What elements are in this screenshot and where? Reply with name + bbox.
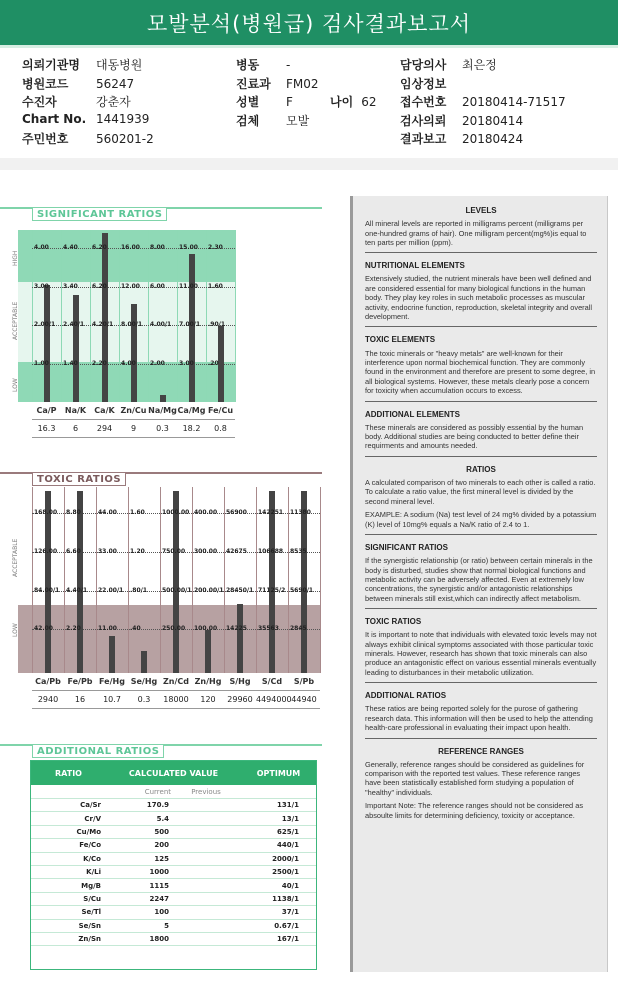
tick-label: .20 — [208, 360, 219, 367]
ratio-label: Zn/Cd — [162, 677, 189, 686]
tick-label: 2.20 — [92, 360, 107, 367]
ratio-value: 44940 — [291, 695, 317, 704]
ratio-bar — [131, 304, 137, 402]
tick-label: 126.00 — [34, 548, 58, 555]
col3-label: 담당의사 — [400, 58, 447, 72]
column-divider — [235, 230, 236, 402]
tick-label: 100.00 — [194, 625, 218, 632]
col2-value: - — [286, 58, 291, 72]
reference-ranges-heading: REFERENCE RANGES — [438, 746, 524, 756]
column-divider — [148, 230, 149, 402]
tick-label: 71125/2 — [258, 587, 286, 594]
ratio-bar — [102, 233, 108, 402]
tick-label: 750.00 — [162, 548, 186, 555]
col1-row — [22, 112, 222, 131]
column-divider — [160, 487, 161, 673]
col1-row — [22, 75, 222, 94]
tick-label: 42675 — [226, 548, 247, 555]
tick-label: 3.40 — [63, 283, 78, 290]
current-subheader: Current — [144, 787, 171, 796]
col3-label: 검사의뢰 — [400, 113, 447, 128]
ratio-label: S/Pb — [293, 677, 315, 686]
column-divider — [224, 487, 225, 673]
optimum-cell: 1138/1 — [272, 894, 299, 903]
current-cell: 170.9 — [146, 801, 169, 810]
current-cell: 1000 — [149, 868, 169, 877]
table-row — [31, 812, 316, 825]
ratio-bar — [160, 395, 166, 402]
label-separator — [32, 419, 235, 420]
significant-ratios-chart — [12, 230, 236, 433]
ratio-bar — [109, 636, 115, 673]
tick-label: 15.00 — [179, 244, 198, 251]
column-divider — [90, 230, 91, 402]
col3-value: 20180414 — [462, 113, 524, 128]
ratio-label: Ca/Pb — [35, 677, 61, 686]
ratio-value: 18.2 — [182, 424, 201, 433]
additional-ratios-title: ADDITIONAL RATIOS — [32, 745, 164, 758]
table-row — [31, 826, 316, 839]
col3-value: 최은정 — [462, 58, 497, 72]
col3-row — [400, 93, 610, 112]
ratio-label: Ca/Mg — [177, 406, 206, 415]
ratio-value: 10.7 — [103, 695, 121, 704]
tick-label: 168.00 — [34, 509, 58, 516]
ratio-label: Fe/Cu — [207, 406, 234, 415]
header-column-3 — [400, 56, 610, 149]
current-cell: 100 — [154, 908, 169, 917]
ratio-value: 0.3 — [156, 424, 169, 433]
column-divider — [128, 487, 129, 673]
tick-label: 11380 — [290, 509, 311, 516]
column-divider — [32, 230, 33, 402]
significant-ratios-heading: SIGNIFICANT RATIOS — [365, 542, 448, 552]
ratio-bar — [73, 295, 79, 402]
optimum-cell: 167/1 — [276, 935, 299, 944]
col1-label: 주민번호 — [22, 132, 69, 146]
tick-label: 2.00 — [150, 360, 165, 367]
tick-label: 250.00 — [162, 625, 186, 632]
col1-label: 병원코드 — [22, 76, 69, 91]
column-divider — [288, 487, 289, 673]
ratio-bar — [301, 491, 307, 673]
column-divider — [64, 487, 65, 673]
table-row — [31, 920, 316, 933]
significant-ratios-title: SIGNIFICANT RATIOS — [32, 208, 167, 221]
current-cell: 500 — [154, 827, 169, 836]
optimum-cell: 131/1 — [276, 801, 299, 810]
tick-label: 56900 — [226, 509, 247, 516]
tick-label: 8.00 — [150, 244, 165, 251]
divider — [365, 738, 597, 739]
col1-value: 1441939 — [96, 111, 150, 126]
optimum-cell: 13/1 — [281, 814, 299, 823]
tick-label: 1000.00 — [162, 509, 190, 516]
col3-row — [400, 130, 610, 149]
tick-label: 1.60 — [208, 283, 223, 290]
toxic-ratios-text: It is important to note that individuals with elevated toxic levels may not always exhibit clinical symptoms associated with those particular toxic minerals. However, research has shown that toxic minerals can also produce an antagonistic effect on various essential minerals eventually leading to disturbances in their metabolic utilization. — [365, 630, 597, 677]
table-row — [31, 933, 316, 946]
additional-ratios-table — [30, 760, 317, 970]
tick-label: 4.00/1 — [150, 321, 172, 328]
ratio-label: S/Hg — [229, 677, 251, 686]
calculated-value-header: CALCULATED VALUE — [128, 768, 219, 778]
significant-ratios-text: If the synergistic relationship (or ratio) between certain minerals in the body is disturbed, studies show that normal biological functions and metabolic activity can be adversely affected. Even at extremely low concentrations, the synergistic and/or antagonistic relationships between minerals still exist,which can indirectly affect metabolism. — [365, 556, 593, 603]
ratio-cell: K/Co — [83, 854, 101, 863]
low-zone-label: LOW — [12, 378, 19, 392]
ratio-column-header: RATIO — [55, 768, 82, 778]
acceptable-zone-label: ACCEPTABLE — [12, 538, 19, 577]
col2-value: 모발 — [286, 113, 310, 128]
tick-label: 22.00/1 — [98, 587, 124, 594]
col1-label: 의뢰기관명 — [22, 58, 80, 72]
current-cell: 200 — [154, 841, 169, 850]
levels-text: All mineral levels are reported in milligrams percent (milligrams per one-hundred grams of hair). One milligram percent(mg%)is equal to ten parts per million (ppm). — [365, 219, 587, 247]
ratio-value: 120 — [200, 695, 216, 704]
ratio-cell: Fe/Co — [79, 841, 101, 850]
additional-table-header — [31, 761, 316, 785]
nutritional-heading: NUTRITIONAL ELEMENTS — [365, 261, 465, 271]
value-separator — [32, 708, 320, 709]
col2-value: F — [286, 95, 293, 109]
col1-value: 대동병원 — [96, 58, 143, 72]
ratios-heading: RATIOS — [466, 464, 496, 474]
ratio-value: 29960 — [227, 695, 253, 704]
current-cell: 5 — [164, 921, 169, 930]
ratio-bar — [237, 604, 243, 673]
toxic-elements-heading: TOXIC ELEMENTS — [365, 335, 436, 345]
tick-label: 14225 — [226, 625, 247, 632]
col2-row — [236, 75, 386, 94]
tick-label: 6.60 — [66, 548, 81, 555]
ratio-label: Na/Mg — [148, 406, 177, 415]
age-field — [330, 93, 376, 110]
divider — [365, 456, 597, 457]
ratio-value: 16 — [74, 695, 86, 704]
optimum-header: OPTIMUM — [256, 768, 301, 778]
toxic-ratios-heading: TOXIC RATIOS — [365, 617, 422, 627]
col3-value: 20180414-71517 — [462, 95, 566, 109]
reference-ranges-text: Generally, reference ranges should be considered as guidelines for comparison with the reported test values. These reference ranges have been statistically established form studying a population of "healthy" individuals. — [365, 759, 585, 797]
col3-row — [400, 112, 610, 131]
col1-row — [22, 56, 222, 75]
tick-label: 4.40 — [63, 244, 78, 251]
col1-value: 560201-2 — [96, 132, 154, 146]
ratio-label: S/Cd — [261, 677, 283, 686]
col2-label: 검체 — [236, 113, 260, 128]
ratio-cell: Cu/Mo — [76, 827, 101, 836]
column-divider — [256, 487, 257, 673]
tick-label: 1.00 — [34, 360, 49, 367]
tick-label: 3.00 — [34, 283, 49, 290]
ratio-cell: Se/Sn — [78, 921, 101, 930]
tick-label: 11.00 — [179, 283, 198, 290]
ratio-label: Fe/Pb — [67, 677, 93, 686]
tick-label: 200.00/1 — [194, 587, 224, 594]
tick-label: 4.20/1 — [92, 321, 114, 328]
column-divider — [119, 230, 120, 402]
additional-elements-heading: ADDITIONAL ELEMENTS — [365, 409, 460, 419]
divider — [365, 326, 597, 327]
divider — [365, 608, 597, 609]
ratio-label: Zn/Cu — [120, 406, 147, 415]
column-divider — [320, 487, 321, 673]
previous-subheader: Previous — [191, 787, 221, 796]
tick-label: 1.60 — [130, 509, 145, 516]
ratio-bar — [44, 285, 50, 402]
ratio-label: Ca/K — [94, 406, 115, 415]
tick-label: 44.00 — [98, 509, 117, 516]
ratio-value: 0.8 — [214, 424, 227, 433]
ratio-label: Zn/Hg — [194, 677, 222, 686]
ratio-bar — [189, 254, 195, 402]
table-row — [31, 853, 316, 866]
tick-label: 1.40 — [63, 360, 78, 367]
additional-subheader — [31, 785, 316, 799]
label-separator — [32, 690, 320, 691]
ratio-bar — [77, 491, 83, 673]
divider — [365, 401, 597, 402]
col3-label: 결과보고 — [400, 132, 447, 146]
tick-label: 400.00 — [194, 509, 218, 516]
tick-label: .90/1 — [208, 321, 225, 328]
tick-label: 2.20 — [66, 625, 81, 632]
divider — [365, 534, 597, 535]
ratio-label: Se/Hg — [130, 677, 158, 686]
col1-value: 강춘자 — [96, 95, 131, 109]
ratio-value: 0.3 — [137, 695, 151, 704]
current-cell: 1800 — [149, 935, 169, 944]
ratio-cell: Cr/V — [84, 814, 101, 823]
column-divider — [61, 230, 62, 402]
ratio-value: 16.3 — [37, 424, 56, 433]
toxic-ratios-title: TOXIC RATIOS — [32, 473, 126, 486]
tick-label: 4.00 — [121, 360, 136, 367]
ratio-bar — [173, 491, 179, 673]
tick-label: 2845 — [290, 625, 307, 632]
ratio-value: 18000 — [163, 695, 189, 704]
col3-label: 임상정보 — [400, 76, 447, 91]
tick-label: .80/1 — [130, 587, 147, 594]
ratio-value: 6 — [72, 424, 79, 433]
col2-label: 성별 — [236, 95, 260, 109]
ratio-value: 2940 — [37, 695, 59, 704]
tick-label: 500.00/1 — [162, 587, 192, 594]
table-row — [31, 866, 316, 879]
ratio-label: Ca/P — [36, 406, 57, 415]
column-divider — [177, 230, 178, 402]
nutritional-text: Extensively studied, the nutrient minerals have been well defined and are considered essential for many biological functions in the human body. They play key roles in such metabolic processes as muscular activity, endocrine function, reproduction, skeletal integrity and overall development. — [365, 274, 593, 322]
age-label: 나이 — [330, 95, 354, 109]
tick-label: 8.80 — [66, 509, 81, 516]
tick-label: 4.40/1 — [66, 587, 88, 594]
ratios-text: A calculated comparison of two minerals to each other is called a ratio. To calculate a ratio value, the first mineral level is divided by the second mineral level. — [365, 478, 596, 506]
col3-value: 20180424 — [462, 132, 524, 146]
info-panel — [350, 196, 608, 972]
tick-label: 106688 — [258, 548, 284, 555]
column-divider — [206, 230, 207, 402]
ratio-cell: Ca/Sr — [80, 801, 101, 810]
col2-row — [236, 112, 386, 131]
tick-label: 12.00 — [121, 283, 140, 290]
ratio-cell: Mg/B — [81, 881, 101, 890]
divider — [365, 252, 597, 253]
table-row — [31, 879, 316, 892]
ratio-value: 4494000 — [256, 695, 292, 704]
optimum-cell: 0.67/1 — [274, 921, 299, 930]
ratio-cell: Zn/Sn — [78, 935, 101, 944]
ratios-example: EXAMPLE: A sodium (Na) test level of 24 mg% divided by a potassium (K) level of 10mg% equals a Na/K ratio of 2.4 to 1. — [365, 510, 597, 529]
tick-label: 2.00/1 — [34, 321, 56, 328]
tick-label: 84.00/1 — [34, 587, 60, 594]
ratio-label: Na/K — [64, 406, 87, 415]
ratio-value: 9 — [130, 424, 137, 433]
optimum-cell: 440/1 — [276, 841, 299, 850]
tick-label: 2.40/1 — [63, 321, 85, 328]
toxic-elements-text: The toxic minerals or "heavy metals" are well-known for their interference upon normal biochemical function. They are commonly found in the environment and therefore are present to some degree, in all biological systems. However, these metals clearly pose a concern for toxicity when accumulation occurs to excess. — [365, 348, 596, 396]
tick-label: 5690/1 — [290, 587, 314, 594]
ratio-bar — [141, 651, 147, 673]
tick-label: 142251 — [258, 509, 284, 516]
tick-label: 1.20 — [130, 548, 145, 555]
important-note-text: Important Note: The reference ranges should not be considered as absoulte limits for determining deficiency, toxicity or acceptance. — [365, 801, 584, 820]
optimum-cell: 2500/1 — [272, 868, 299, 877]
low-zone-label: LOW — [12, 623, 19, 637]
tick-label: 16.00 — [121, 244, 140, 251]
col1-row — [22, 93, 222, 112]
tick-label: 33.00 — [98, 548, 117, 555]
col2-label: 병동 — [236, 58, 260, 72]
toxic-ratios-chart — [12, 487, 318, 704]
col3-row — [400, 56, 610, 75]
current-cell: 2247 — [149, 894, 169, 903]
tick-label: .40 — [130, 625, 141, 632]
ratio-value: 294 — [96, 424, 113, 433]
col3-label: 접수번호 — [400, 95, 447, 109]
ratio-bar — [205, 630, 211, 673]
ratio-cell: K/Li — [86, 868, 101, 877]
col1-label: 수진자 — [22, 95, 57, 109]
column-divider — [32, 487, 33, 673]
column-divider — [192, 487, 193, 673]
report-title-text: 모발분석(병원급) 검사결과보고서 — [146, 11, 472, 36]
current-cell: 1115 — [149, 881, 169, 890]
tick-label: 8.00/1 — [121, 321, 143, 328]
col1-row — [22, 130, 222, 149]
tick-label: 28450/1 — [226, 587, 254, 594]
separator-band — [0, 158, 618, 170]
ratio-bar — [269, 491, 275, 673]
levels-heading: LEVELS — [465, 206, 497, 215]
header-column-1 — [22, 56, 222, 149]
additional-elements-text: These minerals are considered as possibly essential by the human body. Additional studies are being conducted to better define their requirments and amounts needed. — [365, 422, 584, 451]
ratio-bar — [45, 491, 51, 673]
high-zone-label: HIGH — [12, 250, 19, 266]
additional-ratios-text: These ratios are being reported solely for the purose of gathering research data. This information will then be used to help the attending health-care professional in evaluating their impact upon health. — [365, 704, 593, 733]
optimum-cell: 37/1 — [281, 908, 299, 917]
column-divider — [96, 487, 97, 673]
optimum-cell: 625/1 — [276, 827, 299, 836]
report-title — [0, 0, 618, 48]
tick-label: 35563 — [258, 625, 279, 632]
col3-row — [400, 75, 610, 94]
table-row — [31, 799, 316, 812]
tick-label: 8535 — [290, 548, 307, 555]
optimum-cell: 2000/1 — [272, 854, 299, 863]
tick-label: 11.00 — [98, 625, 117, 632]
col2-row — [236, 56, 386, 75]
table-row — [31, 839, 316, 852]
ratio-cell: Se/Tl — [81, 908, 101, 917]
optimum-cell: 40/1 — [281, 881, 299, 890]
tick-label: 4.00 — [34, 244, 49, 251]
divider — [365, 682, 597, 683]
high-zone — [18, 230, 235, 282]
acceptable-zone-label: ACCEPTABLE — [12, 301, 19, 340]
col2-value: FM02 — [286, 76, 319, 91]
tick-label: 7.00/1 — [179, 321, 201, 328]
col1-value: 56247 — [96, 76, 135, 91]
age-value: 62 — [361, 95, 377, 109]
tick-label: 2.30 — [208, 244, 223, 251]
tick-label: 300.00 — [194, 548, 218, 555]
tick-label: 3.00 — [179, 360, 194, 367]
col1-label: Chart No. — [22, 111, 87, 126]
tick-label: 42.00 — [34, 625, 53, 632]
current-cell: 5.4 — [156, 814, 169, 823]
low-zone — [18, 362, 235, 402]
tick-label: 6.20 — [92, 283, 107, 290]
table-row — [31, 893, 316, 906]
tick-label: 6.00 — [150, 283, 165, 290]
ratio-label: Fe/Hg — [99, 677, 125, 686]
col2-label: 진료과 — [236, 76, 271, 91]
ratio-cell: S/Cu — [83, 894, 101, 903]
table-row — [31, 906, 316, 919]
additional-ratios-heading: ADDITIONAL RATIOS — [365, 691, 447, 701]
value-separator — [32, 437, 235, 438]
additional-rows — [31, 799, 316, 946]
current-cell: 125 — [154, 854, 169, 863]
tick-label: 6.20 — [92, 244, 107, 251]
